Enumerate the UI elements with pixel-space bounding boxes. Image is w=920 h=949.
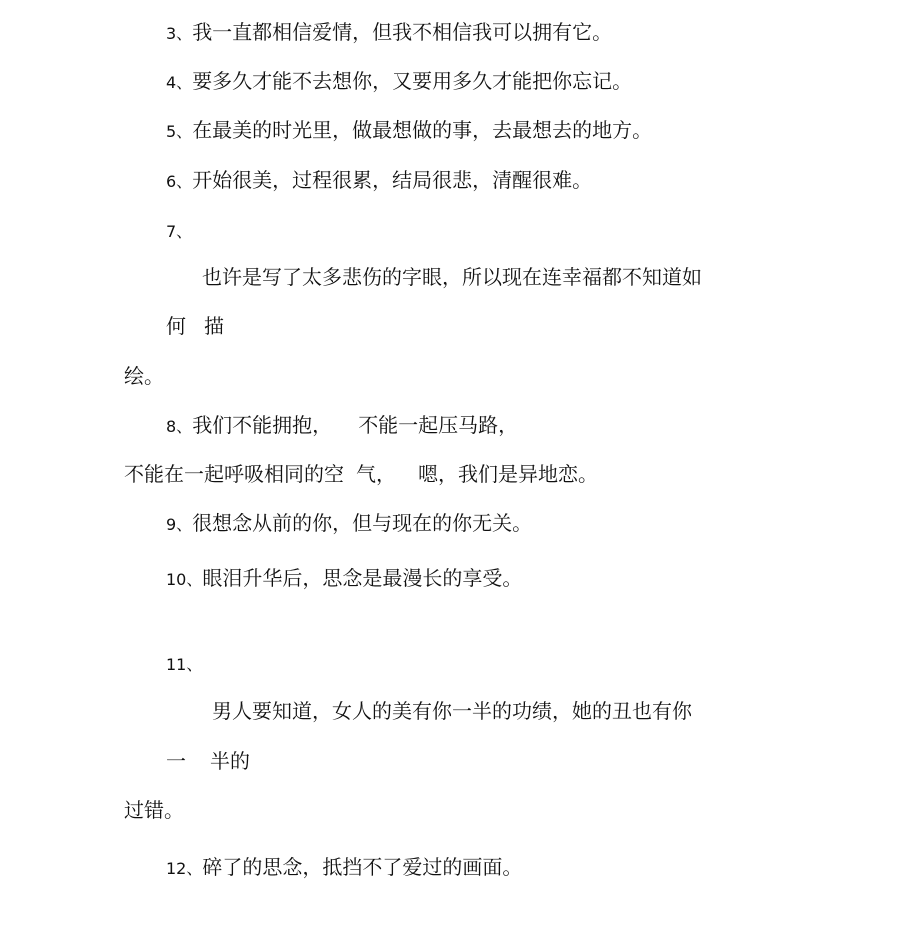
item-number: 12、 — [166, 859, 203, 878]
item-number: 3、 — [166, 24, 193, 43]
item-number: 10、 — [166, 570, 203, 589]
item-number: 4、 — [166, 73, 193, 92]
list-item-10 — [166, 566, 522, 592]
item-text: 我们不能拥抱， — [192, 413, 333, 437]
list-item-11-continuation — [166, 749, 250, 773]
item-text: 男人要知道，女人的美有你一半的功绩，她的丑也有你 — [212, 699, 692, 723]
item-text: 很想念从前的你，但与现在的你无关。 — [192, 511, 533, 535]
item-text-fragment: 不能在一起呼吸相同的空 — [124, 462, 344, 486]
item-text: 开始很美，过程很累，结局很悲，清醒很难。 — [192, 168, 593, 192]
list-item-7-text — [202, 265, 702, 289]
item-text-fragment: 气， — [356, 462, 396, 486]
list-item-3 — [166, 20, 612, 46]
list-item-5 — [166, 118, 652, 144]
item-number: 11、 — [166, 655, 203, 674]
list-item-11-continuation-2 — [124, 798, 184, 822]
item-text: 碎了的思念，抵挡不了爱过的画面。 — [202, 855, 523, 879]
item-number: 5、 — [166, 122, 193, 141]
list-item-11-text — [212, 699, 692, 723]
item-number: 7、 — [166, 222, 193, 241]
item-text-fragment: 一 — [166, 749, 186, 773]
item-text-fragment: 半的 — [210, 749, 250, 773]
list-item-6 — [166, 168, 592, 194]
list-item-12 — [166, 855, 522, 881]
list-item-7-continuation — [166, 314, 224, 338]
list-item-11-number — [166, 651, 202, 677]
item-text: 在最美的时光里，做最想做的事，去最想去的地方。 — [192, 118, 653, 142]
list-item-8 — [166, 413, 518, 439]
item-text: 要多久才能不去想你，又要用多久才能把你忘记。 — [192, 69, 633, 93]
item-text-fragment: 何 — [166, 314, 186, 338]
list-item-9 — [166, 511, 532, 537]
item-text: 我一直都相信爱情，但我不相信我可以拥有它。 — [192, 20, 613, 44]
item-number: 6、 — [166, 172, 193, 191]
list-item-8-continuation — [124, 462, 598, 486]
item-text-fragment: 嗯，我们是异地恋。 — [418, 462, 598, 486]
item-text: 眼泪升华后，思念是最漫长的享受。 — [202, 566, 523, 590]
item-text: 不能一起压马路， — [358, 413, 519, 437]
item-text-fragment: 绘。 — [124, 364, 164, 388]
item-text-fragment: 描 — [204, 314, 224, 338]
item-text-fragment: 过错。 — [124, 798, 184, 822]
item-number: 8、 — [166, 417, 193, 436]
item-text: 也许是写了太多悲伤的字眼，所以现在连幸福都不知道如 — [202, 265, 702, 289]
item-number: 9、 — [166, 515, 193, 534]
list-item-7-continuation-2 — [124, 364, 164, 388]
list-item-7-number — [166, 218, 192, 244]
list-item-4 — [166, 69, 632, 95]
